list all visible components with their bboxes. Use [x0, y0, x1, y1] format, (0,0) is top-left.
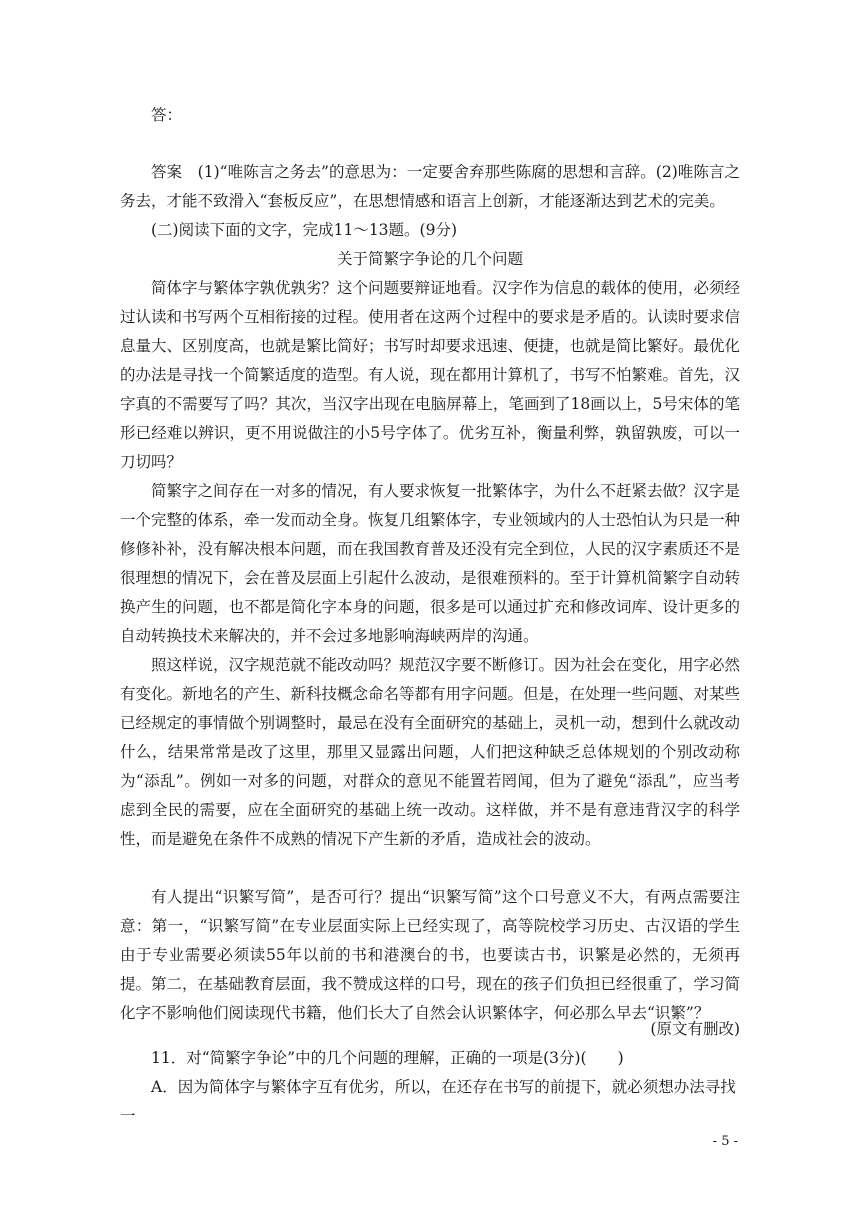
- paragraph-2: 简繁字之间存在一对多的情况，有人要求恢复一批繁体字，为什么不赶紧去做？汉字是一个完整的体系，牵一发而动全身。恢复几组繁体字，专业领域内的人士恐怕认为只是一种修修补补，没有解决根本问题，而在我国教育普及还没有完全到位，人民的汉字素质还不是很理想的情况下，会在普及层面上引起什么波动，是很难预料的。至于计算机简繁字自动转换产生的问题，也不都是简化字本身的问题，很多是可以通过扩充和修改词库、设计更多的自动转换技术来解决的，并不会过多地影响海峡两岸的沟通。: [120, 482, 741, 645]
- page-number: - 5 -: [712, 1134, 738, 1149]
- paragraph-4: 有人提出“识繁写简”，是否可行？提出“识繁写简”这个口号意义不大，有两点需要注意：第一，“识繁写简”在专业层面实际上已经实现了，高等院校学习历史、古汉语的学生由于专业需要必须读55年以前的书和港澳台的书，也要读古书，识繁是必然的，无须再提。第二，在基础教育层面，我不赞成这样的口号，现在的孩子们负担已经很重了，学习简化字不影响他们阅读现代书籍，他们长大了自然会认识繁体字，何必那么早去“识繁”？: [120, 888, 741, 1022]
- answer-block: 答案 (1)“唯陈言之务去”的意思为：一定要舍弃那些陈腐的思想和言辞。(2)唯陈言之务去，才能不致滑入“套板反应”，在思想情感和语言上创新，才能逐渐达到艺术的完美。: [120, 163, 740, 210]
- answer-prompt: 答：: [151, 106, 183, 124]
- paragraph-3: 照这样说，汉字规范就不能改动吗？规范汉字要不断修订。因为社会在变化，用字必然有变化。新地名的产生、新科技概念命名等都有用字问题。但是，在处理一些问题、对某些已经规定的事情做个别调整时，最忌在没有全面研究的基础上，灵机一动，想到什么就改动什么，结果常常是改了这里，那里又显露出问题，人们把这种缺乏总体规划的个别改动称为“添乱”。例如一对多的问题，对群众的意见不能置若罔闻，但为了避免“添乱”，应当考虑到全民的需要，应在全面研究的基础上统一改动。这样做，并不是有意违背汉字的科学性，而是避免在条件不成熟的情况下产生新的矛盾，造成社会的波动。: [120, 656, 741, 848]
- paragraph-1: 简体字与繁体字孰优孰劣？这个问题要辩证地看。汉字作为信息的载体的使用，必须经过认读和书写两个互相衔接的过程。使用者在这两个过程中的要求是矛盾的。认读时要求信息量大、区别度高，也就是繁比简好；书写时却要求迅速、便捷，也就是简比繁好。最优化的办法是寻找一个简繁适度的造型。有人说，现在都用计算机了，书写不怕繁难。首先，汉字真的不需要写了吗？其次，当汉字出现在电脑屏幕上，笔画到了18画以上，5号宋体的笔形已经难以辨识，更不用说做注的小5号字体了。优劣互补，衡量利弊，孰留孰废，可以一刀切吗？: [120, 279, 741, 471]
- option-a: A．因为简体字与繁体字互有优劣，所以，在还存在书写的前提下，就必须想办法寻找一: [120, 1078, 736, 1125]
- article-title: 关于简繁字争论的几个问题: [336, 250, 523, 268]
- section-instruction: (二)阅读下面的文字，完成11～13题。(9分): [151, 221, 457, 239]
- source-note: (原文有删改): [650, 1020, 740, 1038]
- question-11: 11．对“简繁字争论”中的几个问题的理解，正确的一项是(3分)( ): [151, 1049, 624, 1067]
